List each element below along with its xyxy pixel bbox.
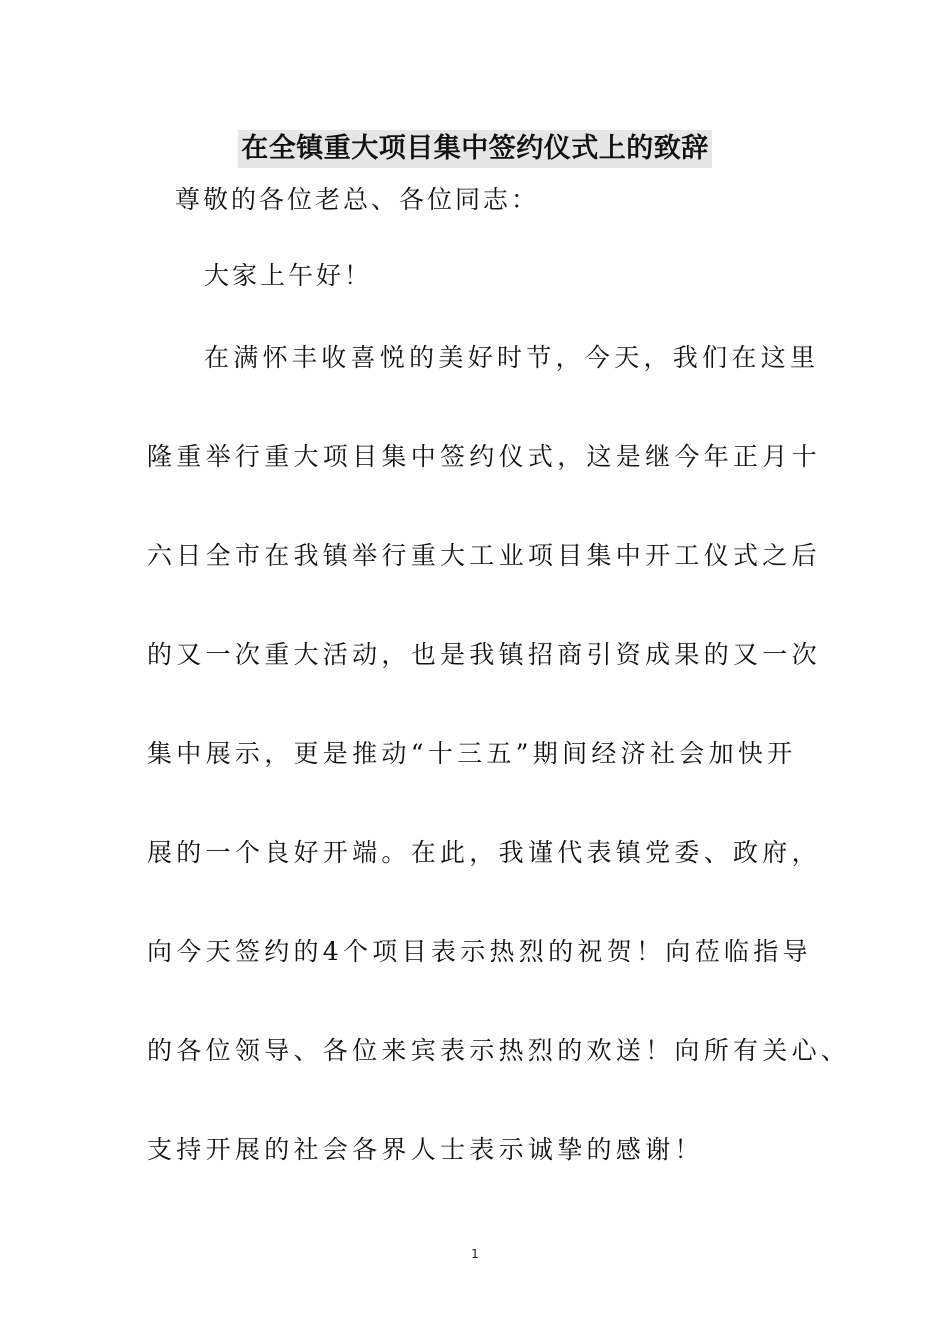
body-line: 展的一个良好开端。在此，我谨代表镇党委、政府， <box>147 838 821 867</box>
body-line: 向今天签约的4个项目表示热烈的祝贺！向莅临指导 <box>147 937 812 966</box>
greeting: 大家上午好！ <box>204 261 373 290</box>
body-line: 的又一次重大活动，也是我镇招商引资成果的又一次 <box>147 640 821 669</box>
body-line: 在满怀丰收喜悦的美好时节，今天，我们在这里 <box>204 343 820 372</box>
body-line: 支持开展的社会各界人士表示诚挚的感谢！ <box>147 1135 704 1164</box>
body-line: 集中展示，更是推动“十三五”期间经济社会加快开 <box>147 739 797 768</box>
document-title-block <box>0 130 950 168</box>
body-line: 隆重举行重大项目集中签约仪式，这是继今年正月十 <box>147 442 821 471</box>
page-number: 1 <box>471 1247 479 1261</box>
body-line: 六日全市在我镇举行重大工业项目集中开工仪式之后 <box>147 541 821 570</box>
salutation: 尊敬的各位老总、各位同志： <box>175 185 540 214</box>
body-line: 的各位领导、各位来宾表示热烈的欢送！向所有关心、 <box>147 1036 851 1065</box>
document-title: 在全镇重大项目集中签约仪式上的致辞 <box>238 130 712 168</box>
